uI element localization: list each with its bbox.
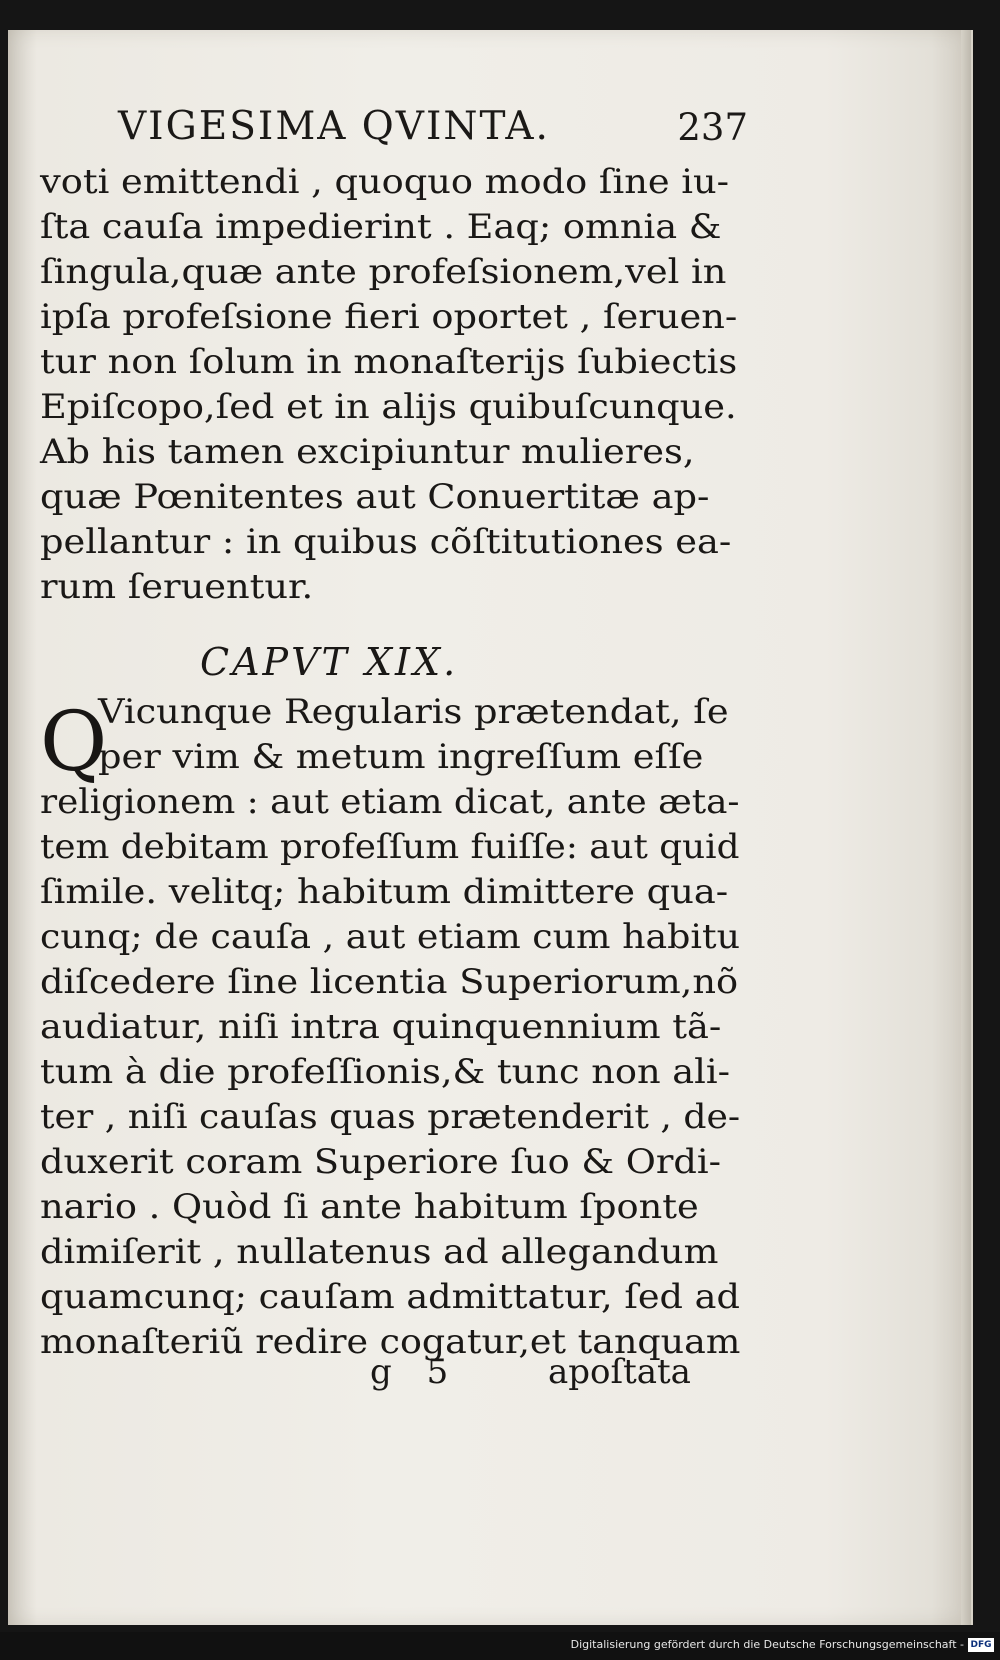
text-line: tem debitam profeſſum fuiſſe: aut quid [40, 827, 740, 867]
text-line: pellantur : in quibus cõſtitutiones ea- [40, 522, 732, 562]
running-head [118, 100, 748, 160]
text-line: tur non ſolum in monaſterijs ſubiectis [40, 342, 738, 382]
book-page [8, 30, 973, 1625]
text-line: ipſa profeſsione fieri oportet , ſeruen- [40, 297, 738, 337]
text-line: ſimile. velitq; habitum dimittere qua- [40, 872, 729, 912]
text-line: ter , niſi cauſas quas prætenderit , de- [40, 1097, 741, 1137]
chapter-text [40, 690, 740, 1380]
text-line: Epiſcopo,ſed et in alijs quibuſcunque. [40, 387, 737, 427]
text-line: cunq; de cauſa , aut etiam cum habitu [40, 917, 741, 957]
text-line: ſingula,quæ ante profeſsionem,vel in [40, 252, 727, 292]
text-line: tum à die profeſſionis,& tunc non ali- [40, 1052, 731, 1092]
text-line: voti emittendi , quoquo modo ſine iu- [40, 162, 730, 202]
catchword-line [8, 1350, 708, 1400]
text-line: quæ Pœnitentes aut Conuertitæ ap- [40, 477, 710, 517]
signature-mark: g 5 [370, 1352, 461, 1392]
text-line: duxerit coram Superiore ſuo & Ordi- [40, 1142, 722, 1182]
digitization-footer [0, 1632, 1000, 1660]
text-line: audiatur, niſi intra quinquennium tã- [40, 1007, 722, 1047]
text-line: Vicunque Regularis prætendat, ſe [98, 692, 729, 732]
text-line: monaſteriũ redire cogatur,et tanquam [40, 1322, 741, 1362]
text-line: nario . Quòd ſi ante habitum ſponte [40, 1187, 699, 1227]
dfg-logo: DFG [968, 1638, 994, 1652]
text-line: Ab his tamen excipiuntur mulieres, [40, 432, 695, 472]
chapter-heading: CAPVT XIX. [200, 640, 459, 684]
text-line: religionem : aut etiam dicat, ante æta- [40, 782, 740, 822]
catchword: apoſtata [548, 1352, 691, 1392]
page-number: 237 [677, 106, 748, 149]
footer-credit: Digitalisierung gefördert durch die Deutsche Forschungsgemeinschaft - [570, 1638, 964, 1651]
drop-cap: Q [40, 695, 108, 790]
text-line: ſta cauſa impedierint . Eaq; omnia & [40, 207, 722, 247]
text-line: diſcedere ſine licentia Superiorum,nõ [40, 962, 739, 1002]
text-line: rum ſeruentur. [40, 567, 314, 607]
running-title: VIGESIMA QVINTA. [118, 104, 550, 149]
text-line: per vim & metum ingreſſum eſſe [98, 737, 704, 777]
text-line: quamcunq; cauſam admittatur, ſed ad [40, 1277, 740, 1317]
page-edge [961, 30, 971, 1625]
section-one-text [40, 160, 740, 620]
text-line: dimiſerit , nullatenus ad allegandum [40, 1232, 719, 1272]
